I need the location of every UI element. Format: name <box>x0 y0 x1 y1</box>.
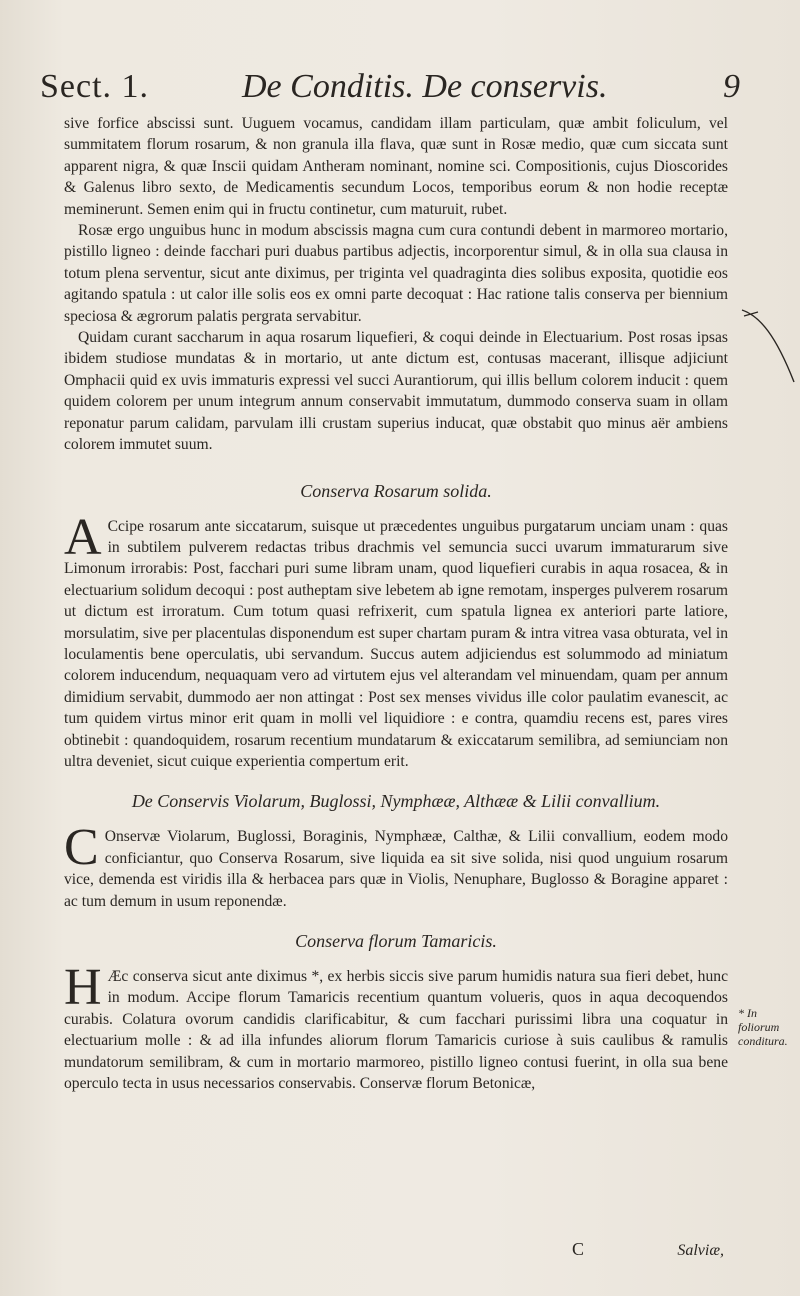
signature-mark: C <box>571 1239 584 1259</box>
page-number: 9 <box>723 68 740 105</box>
paragraph: sive forfice abscissi sunt. Uuguem vocamus, candidam illam particulam, quæ ambit foliculum, vel summitatem florum rosarum, & non granula illa flava, quæ sunt in Rosæ medio, quæ cum siccata sunt apparent nigra, & quæ Inscii quidam Antheram nominant, nomine sci. Compositionis, cujus Dioscorides & Galenus libro sexto, de Medicamentis secundum Locos, temporibus eorum & non hodie receptæ meminerunt. Semen enim qui in fructu continetur, cum maturuit, rubet. <box>64 115 728 218</box>
section-text: Ccipe rosarum ante siccatarum, suisque ut præcedentes unguibus purgatarum unciam unam : quas in subtilem pulverem redactas tribus drachmis vel semuncia succi uvarum immaturarum sive Limonum irrorabis: Post, facchari puri sume libram unam, quod liquefieri curabis in aqua rosacea, & in electuarium solidum decoqui : post autheptam sive lebetem ab igne remotam, insperges pulverem rosarum ut dictum est irroratum. Cum totum quasi refrixerit, cum spatula lignea ex anteriori parte latiore, morsulatim, sive per placentulas disponendum est super chartam puram & intra vitrea vasa obturata, vel in loculamentis bene operculatis, ubi servandum. Succus autem adjiciendus est solummodo ad miniatum colorem inducendum, nequaquam vero ad virtutem ejus vel alterandam vel minuendam, quam per annum dimidium servabit, dummodo aer non attingat : Post sex menses vividus ille color paulatim evanescit, ac tum quidem virtus minor erit quam in molli vel liquidiore : e contra, quamdiu recens est, pares vires obtinebit : quandoquidem, rosarum recentium mundatarum & exiccatarum semilibra, ad semiunciam non ultra deveniet, sicut cuique experientia compertum erit. <box>64 517 728 770</box>
drop-cap: A <box>64 508 102 566</box>
section-paragraph <box>64 959 728 1094</box>
section-text: Æc conserva sicut ante diximus *, ex herbis siccis sive parum humidis natura sua fieri debet, hunc in modum. Accipe florum Tamaricis recentium quantum volueris, quos in aqua decoquendos curabis. Colatura ovorum candidis clarificabitur, & cum facchari purissimi libra una coquatur in electuarium molle : & ad illa infundes aliorum florum Tamaricis curiose à suis caulibus & ramulis mundatorum semilibram, & cum in mortario marmoreo, pistillo ligneo contusi fuerint, in olla sua bene operculo tecta in usus necessarios conservabis. Conservæ florum Betonicæ, <box>64 968 728 1093</box>
section-heading: De Conservis Violarum, Buglossi, Nymphææ, Althææ & Lilii convallium. <box>131 791 661 812</box>
margin-note: * In foliorum conditura. <box>738 1006 788 1048</box>
body-text <box>64 113 728 1094</box>
section-paragraph <box>64 508 728 773</box>
paragraph: Rosæ ergo unguibus hunc in modum abscissis magna cum cura contundi debent in marmoreo mortario, pistillo ligneo : deinde facchari puri duabus partibus adjectis, incorporentur simul, & in olla sua clausa in totum plena serventur, sicut ante diximus, per triginta vel quadraginta dies solibus exposita, quotidie eos agitando spatula : ut calor ille solis eos ex omni parte decoquat : Hac ratione talis conserva per biennium speciosa & ægrorum palatis pergrata servabitur. <box>64 222 728 325</box>
section-text: Onservæ Violarum, Buglossi, Boraginis, Nymphææ, Calthæ, & Lilii convallium, eodem modo conficiantur, quo Conserva Rosarum, sive liquida ea sit sive solida, nisi quod unguium rosarum vice, demenda est viridis illa & herbacea pars quæ in Violis, Nenuphare, Buglosso & Boragine apparet : ac tum demum in usum reponendæ. <box>64 828 728 910</box>
ink-flourish-icon <box>740 306 796 386</box>
section-heading: Conserva florum Tamaricis. <box>295 931 497 951</box>
section-heading: Conserva Rosarum solida. <box>300 480 492 501</box>
section-label: Sect. 1. <box>40 68 150 105</box>
drop-cap: C <box>64 819 99 877</box>
running-title: De Conditis. De conservis. <box>242 68 608 105</box>
catchword: Salviæ, <box>677 1242 724 1259</box>
paragraph: Quidam curant saccharum in aqua rosarum liquefieri, & coqui deinde in Electuarium. Post rosas ipsas ibidem studiose mundatas & in mortario, ut ante dictum est, contusas macerant, illisque adjiciunt Omphacii quid ex uvis immaturis expressi vel succi Aurantiorum, qui illis bellum colorem inducit : quem quidem colorem per unum integrum annum conservabit immutatum, dummodo conserva suam in ollam reponatur parum calidam, parvulam illi crustam superius inducat, quæ obstabit quo minus aër ambiens colorem immutet suum. <box>64 329 728 454</box>
section-paragraph <box>64 819 728 912</box>
running-header <box>40 68 740 108</box>
drop-cap: H <box>64 959 102 1016</box>
